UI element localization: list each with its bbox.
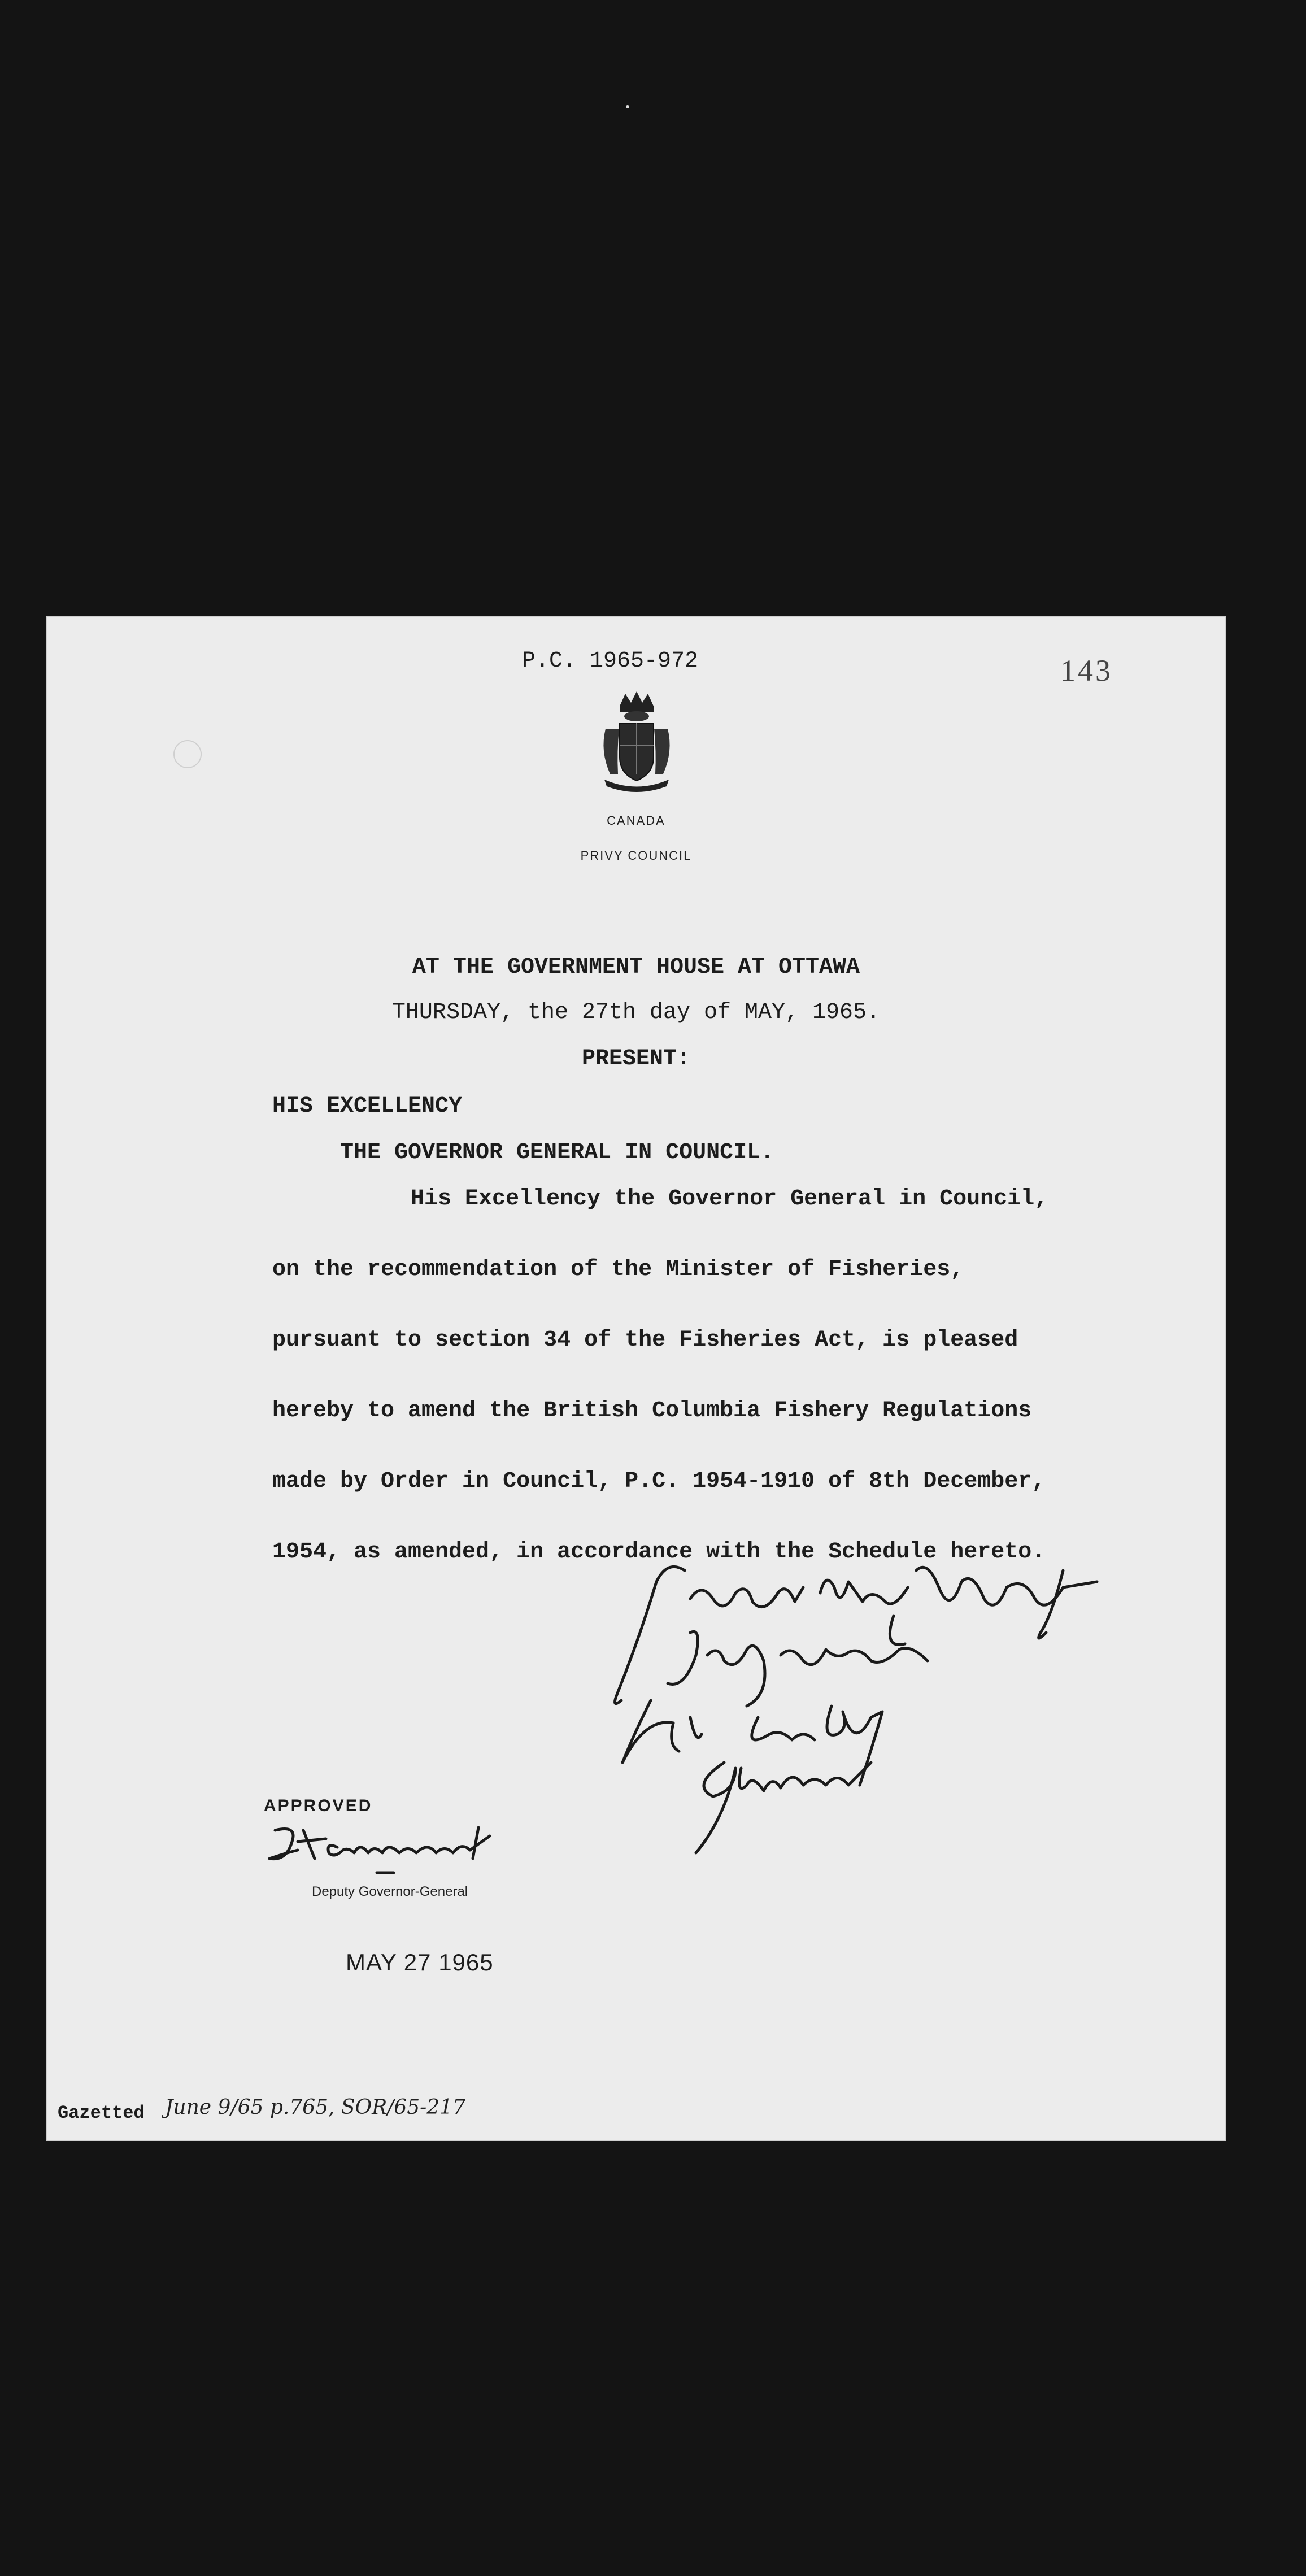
folio-number: 143: [1060, 654, 1113, 687]
deputy-governor-general-label: Deputy Governor-General: [312, 1884, 468, 1899]
body-line: hereby to amend the British Columbia Fishery Regulations: [272, 1398, 1032, 1424]
heading-date: THURSDAY, the 27th day of MAY, 1965.: [391, 1000, 881, 1025]
canada-coat-of-arms-icon: [594, 689, 679, 797]
heading-present: PRESENT:: [581, 1046, 691, 1072]
document-page: [46, 616, 1226, 2141]
punch-hole: [173, 740, 202, 768]
approval-date-stamp: MAY 27 1965: [346, 1949, 494, 1975]
present-line-1: HIS EXCELLENCY: [272, 1094, 463, 1119]
body-line: pursuant to section 34 of the Fisheries Act, is pleased: [272, 1328, 1018, 1353]
body-line: 1954, as amended, in accordance with the Schedule hereto.: [272, 1539, 1046, 1565]
body-line: His Excellency the Governor General in Council,: [411, 1186, 1048, 1212]
gazetted-label: Gazetted: [58, 2103, 145, 2124]
country-label: CANADA: [607, 813, 665, 828]
office-label: PRIVY COUNCIL: [580, 848, 692, 863]
body-line: on the recommendation of the Minister of Fisheries,: [272, 1257, 964, 1282]
pc-number: P.C. 1965-972: [522, 649, 699, 674]
heading-place: AT THE GOVERNMENT HOUSE AT OTTAWA: [412, 955, 860, 980]
scan-dot: [626, 105, 629, 108]
present-line-2: THE GOVERNOR GENERAL IN COUNCIL.: [340, 1140, 774, 1165]
deputy-governor-general-signature: [264, 1819, 518, 1881]
body-line: made by Order in Council, P.C. 1954-1910 of 8th December,: [272, 1469, 1046, 1494]
approved-label: APPROVED: [264, 1796, 373, 1815]
ministers-signatures: [555, 1548, 1221, 1943]
gazetted-handwritten-note: June 9/65 p.765, SOR/65-217: [165, 2096, 466, 2119]
